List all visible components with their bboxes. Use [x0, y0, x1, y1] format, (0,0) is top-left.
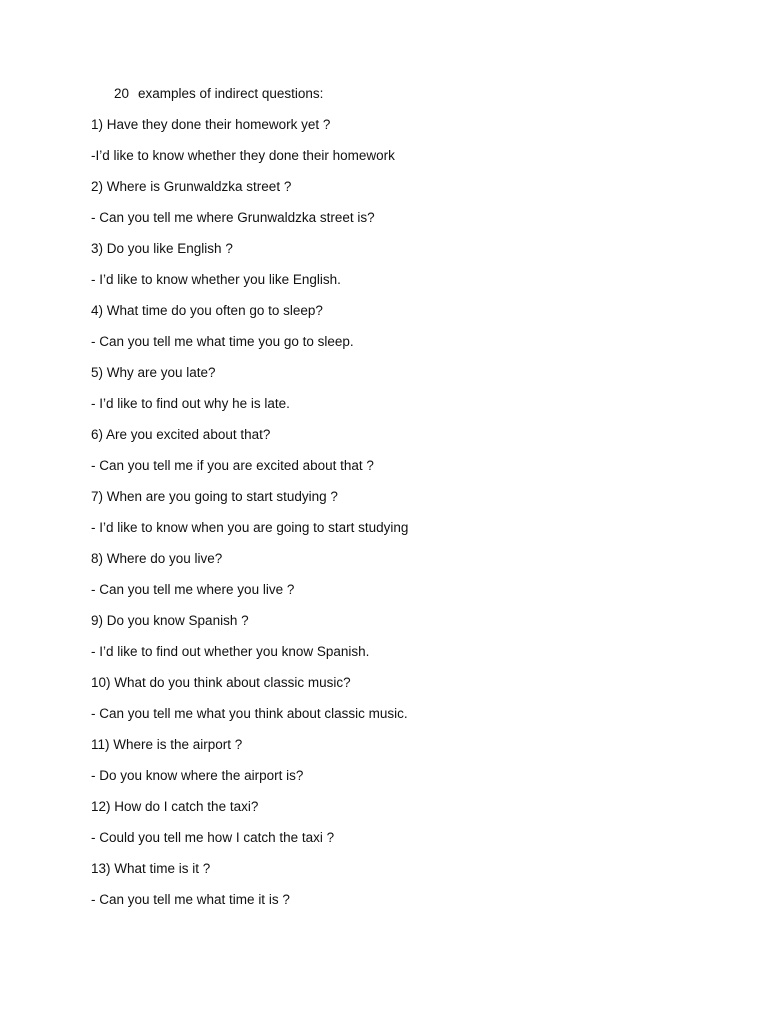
question-line: 4) What time do you often go to sleep? [91, 303, 323, 318]
title-text: examples of indirect questions: [138, 86, 324, 101]
answer-line: - Can you tell me where Grunwaldzka street is? [91, 210, 375, 225]
answer-line: - I’d like to know whether you like English. [91, 272, 341, 287]
question-list [91, 116, 408, 922]
answer-line: - Could you tell me how I catch the taxi ? [91, 830, 335, 845]
question-line: 12) How do I catch the taxi? [91, 799, 259, 814]
answer-line: - Can you tell me what time you go to sleep. [91, 334, 354, 349]
question-line: 5) Why are you late? [91, 365, 216, 380]
answer-line: - I’d like to know when you are going to start studying [91, 520, 409, 535]
question-line: 6) Are you excited about that? [91, 427, 271, 442]
answer-line: - Can you tell me if you are excited about that ? [91, 458, 374, 473]
answer-line: - Do you know where the airport is? [91, 768, 304, 783]
answer-line: - I’d like to find out whether you know Spanish. [91, 644, 370, 659]
answer-line: - I’d like to find out why he is late. [91, 396, 290, 411]
question-line: 13) What time is it ? [91, 861, 211, 876]
answer-line: - Can you tell me where you live ? [91, 582, 295, 597]
title-number: 20 [114, 86, 130, 101]
question-line: 11) Where is the airport ? [91, 737, 243, 752]
question-line: 7) When are you going to start studying ? [91, 489, 338, 504]
answer-line: -I’d like to know whether they done their homework [91, 148, 395, 163]
answer-line: - Can you tell me what you think about classic music. [91, 706, 408, 721]
document-title [114, 85, 323, 103]
question-line: 1) Have they done their homework yet ? [91, 117, 331, 132]
question-line: 10) What do you think about classic music? [91, 675, 351, 690]
question-line: 8) Where do you live? [91, 551, 223, 566]
answer-line: - Can you tell me what time it is ? [91, 892, 290, 907]
question-line: 2) Where is Grunwaldzka street ? [91, 179, 292, 194]
question-line: 3) Do you like English ? [91, 241, 233, 256]
question-line: 9) Do you know Spanish ? [91, 613, 249, 628]
